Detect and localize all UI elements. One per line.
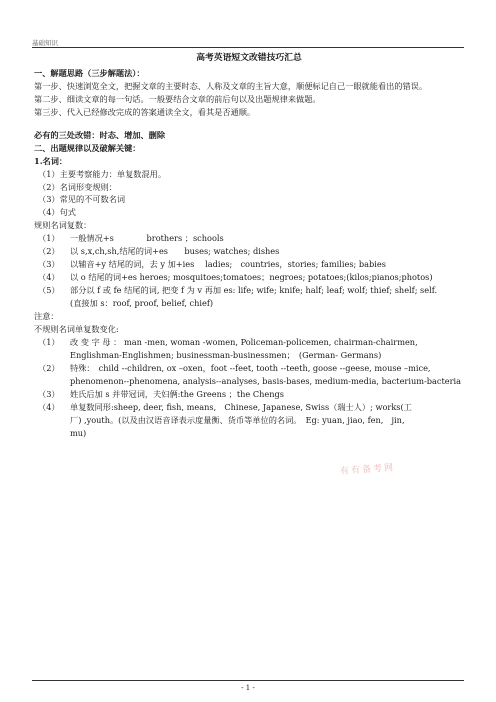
item-text: 特殊： child --children, ox –oxen，foot --feet, tooth --teeth, goose --geese, mouse –mice, <box>70 362 431 373</box>
item-text: 一般情况+s brothers ；schools <box>70 233 224 244</box>
noun-point-3: （3）常见的不可数名词 <box>38 194 126 205</box>
document-body <box>34 52 464 440</box>
note-label: 注意： <box>34 311 59 322</box>
list-item <box>34 232 464 245</box>
list-item <box>34 284 464 297</box>
item-continuation: 厂) ,youth。(以及由汉语音译表示度量衡、货币等单位的名词。 Eg: yuan, jiao, fen, jin, <box>70 414 405 425</box>
section-heading-1: 一、解题思路（三步解题法）： <box>34 67 145 78</box>
regular-plural-title: 规则名词复数： <box>34 220 92 231</box>
list-item <box>34 401 464 414</box>
watermark-stamp: 有有备考网 <box>339 463 396 477</box>
item-continuation: (直接加 s：roof, proof, belief, chief) <box>70 298 214 309</box>
noun-point-1: （1）主要考察能力：单复数混用。 <box>38 168 167 179</box>
page-header-label: 基础知识 <box>32 39 58 47</box>
item-continuation: phenomenon--phenomena, analysis--analyses, basis-bases, medium-media, bacterium-bacteria <box>70 375 462 386</box>
item-number: （4） <box>38 272 60 283</box>
item-number: （4） <box>38 401 60 412</box>
item-number: （1） <box>38 233 60 244</box>
item-text: 以 s,x,ch,sh,结尾的词+es buses; watches; dishes <box>70 246 280 257</box>
list-item <box>34 258 464 271</box>
header-rule <box>32 47 464 48</box>
list-item <box>34 388 464 401</box>
noun-point-2: （2）名词形变规则： <box>38 181 117 192</box>
item-text: 部分以 f 或 fe 结尾的词, 把变 f 为 v 再加 es: life; wife; knife; half; leaf; wolf; thief; shelf; self. <box>70 285 438 296</box>
step-1: 第一步、快速浏览全文，把握文章的主要时态、人称及文章的主旨大意，顺便标记自己一眼就能看出的错误。 <box>34 80 428 91</box>
list-item <box>34 271 464 284</box>
noun-point-4: （4）句式 <box>38 207 76 218</box>
step-3: 第三步、代入已经修改完成的答案通读全文，看其是否通顺。 <box>34 106 256 117</box>
item-continuation: Englishman-Englishmen; businessman-businessmen； (German- Germans) <box>70 349 382 360</box>
item-number: （5） <box>38 285 60 296</box>
section-heading-2: 二、出题规律以及破解关键： <box>34 142 141 153</box>
list-item <box>34 362 464 375</box>
item-text: 以辅音+y 结尾的词，去 y 加+ies ladies; countries，stories; families; babies <box>70 259 386 270</box>
step-2: 第二步、细读文章的每一句话。一般要结合文章的前后句以及出题规律来做题。 <box>34 93 321 104</box>
nouns-heading: 1.名词： <box>34 155 68 166</box>
page-number: - 1 - <box>241 684 255 692</box>
must-three-heading: 必有的三处改错：时态、增加、删除 <box>34 129 166 140</box>
item-number: （3） <box>38 388 60 399</box>
footer-rule <box>32 680 464 681</box>
item-text: 单复数同形:sheep, deer, fish, means, Chinese, Japanese, Swiss（瑞士人）; works(工 <box>70 401 412 412</box>
item-text: 改 变 字 母 ： man -men, woman -women, Policeman-policemen, chairman-chairmen, <box>70 336 418 347</box>
item-text: 姓氏后加 s 并带冠词，夫妇俩:the Greens ；the Chengs <box>70 388 284 399</box>
list-item <box>34 245 464 258</box>
item-number: （3） <box>38 259 60 270</box>
item-text: 以 o 结尾的词+es heroes; mosquitoes;tomatoes；negroes; potatoes;(kilos;pianos;photos) <box>70 272 433 283</box>
list-item <box>34 336 464 349</box>
irregular-plural-title: 不规则名词单复数变化: <box>34 324 119 334</box>
item-number: （2） <box>38 246 60 257</box>
document-title: 高考英语短文改错技巧汇总 <box>196 53 302 63</box>
item-number: （2） <box>38 362 60 373</box>
item-number: （1） <box>38 336 60 347</box>
item-continuation: mu) <box>70 427 87 438</box>
